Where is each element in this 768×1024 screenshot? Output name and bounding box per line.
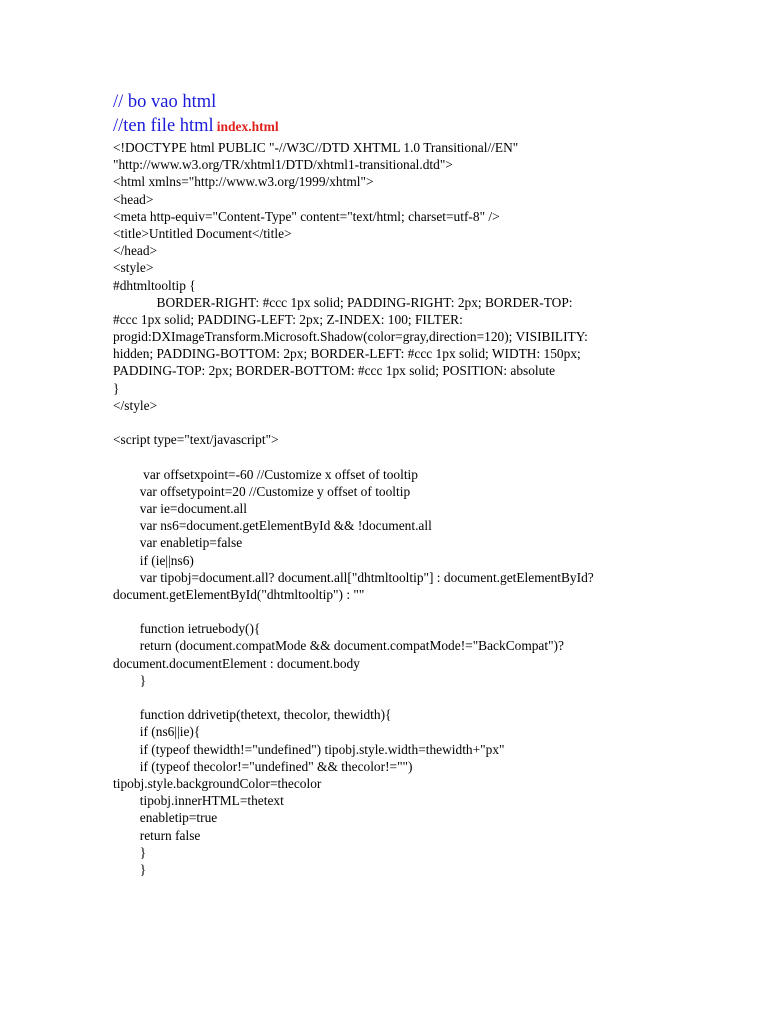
heading-2-text: //ten file html — [113, 116, 214, 136]
code-line: if (typeof thecolor!="undefined" && thecolor!="") — [113, 758, 413, 774]
heading-comment-2 — [113, 114, 673, 139]
code-line: tipobj.style.backgroundColor=thecolor — [113, 775, 322, 791]
code-line: } — [113, 672, 147, 688]
code-line: if (ns6||ie){ — [113, 724, 201, 740]
code-line: <meta http-equiv="Content-Type" content="text/html; charset=utf-8" /> — [113, 208, 500, 224]
code-line: "http://www.w3.org/TR/xhtml1/DTD/xhtml1-transitional.dtd"> — [113, 157, 453, 173]
code-line: return false — [113, 827, 201, 843]
code-line — [113, 448, 673, 465]
code-line: progid:DXImageTransform.Microsoft.Shadow(color=gray,direction=120); VISIBILITY: — [113, 329, 588, 345]
code-line: BORDER-RIGHT: #ccc 1px solid; PADDING-RIGHT: 2px; BORDER-TOP: — [113, 294, 573, 310]
code-block — [113, 139, 673, 878]
code-line: PADDING-TOP: 2px; BORDER-BOTTOM: #ccc 1px solid; POSITION: absolute — [113, 363, 556, 379]
code-line: var offsetypoint=20 //Customize y offset of tooltip — [113, 483, 411, 499]
code-line: #ccc 1px solid; PADDING-LEFT: 2px; Z-INDEX: 100; FILTER: — [113, 311, 463, 327]
heading-1-text: // bo vao html — [113, 92, 217, 112]
code-line: var ns6=document.getElementById && !document.all — [113, 518, 432, 534]
code-line: var ie=document.all — [113, 500, 247, 516]
code-line: if (typeof thewidth!="undefined") tipobj.style.width=thewidth+"px" — [113, 741, 505, 757]
code-line: enabletip=true — [113, 810, 218, 826]
code-line — [113, 603, 673, 620]
document-content — [113, 90, 673, 878]
code-line: hidden; PADDING-BOTTOM: 2px; BORDER-LEFT: #ccc 1px solid; WIDTH: 150px; — [113, 346, 581, 362]
code-line — [113, 414, 673, 431]
code-line: document.getElementById("dhtmltooltip") : "" — [113, 586, 365, 602]
filename-label: index.html — [216, 119, 279, 134]
code-line: function ddrivetip(thetext, thecolor, thewidth){ — [113, 707, 392, 723]
code-line: document.documentElement : document.body — [113, 655, 360, 671]
code-line: } — [113, 380, 120, 396]
code-line: var offsetxpoint=-60 //Customize x offset of tooltip — [113, 466, 418, 482]
code-line: } — [113, 844, 147, 860]
code-line: if (ie||ns6) — [113, 552, 194, 568]
code-line: </head> — [113, 243, 158, 259]
code-line: var enabletip=false — [113, 535, 243, 551]
code-line — [113, 689, 673, 706]
code-line: <style> — [113, 260, 154, 276]
code-line: } — [113, 861, 147, 877]
code-line: tipobj.innerHTML=thetext — [113, 793, 284, 809]
code-line: function ietruebody(){ — [113, 621, 261, 637]
code-line: #dhtmltooltip { — [113, 277, 196, 293]
code-line: var tipobj=document.all? document.all["dhtmltooltip"] : document.getElementById? — [113, 569, 594, 585]
code-line: <!DOCTYPE html PUBLIC "-//W3C//DTD XHTML 1.0 Transitional//EN" — [113, 140, 519, 155]
code-line: <html xmlns="http://www.w3.org/1999/xhtml"> — [113, 174, 374, 190]
code-line: <head> — [113, 191, 154, 207]
code-line: <title>Untitled Document</title> — [113, 225, 292, 241]
code-line: return (document.compatMode && document.compatMode!="BackCompat")? — [113, 638, 564, 654]
heading-comment-1 — [113, 90, 673, 114]
code-line: </style> — [113, 397, 158, 413]
code-line: <script type="text/javascript"> — [113, 432, 279, 448]
